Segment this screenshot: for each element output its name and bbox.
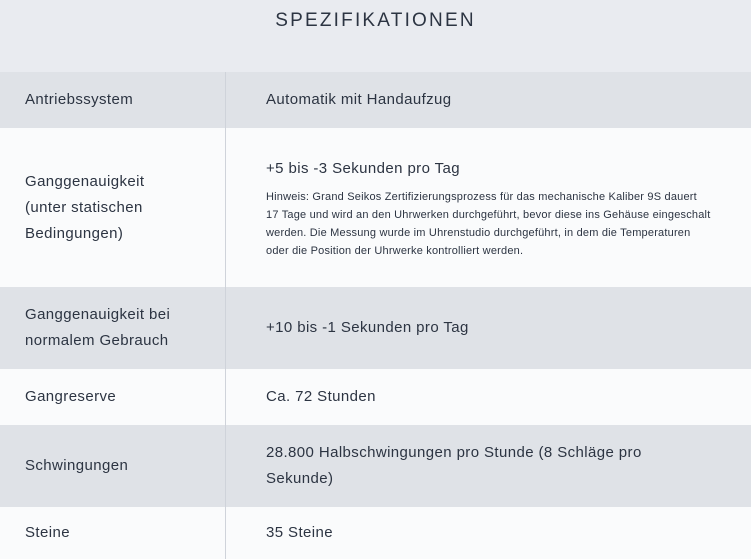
spec-value-cell [226, 369, 751, 425]
spec-value: 35 Steine [266, 524, 333, 541]
spec-label: Ganggenauigkeit bei normalem Gebrauch [25, 306, 171, 349]
spec-value: +5 bis -3 Sekunden pro Tag [266, 159, 461, 177]
spec-label-cell [0, 369, 226, 425]
spec-row-accuracy-static [0, 128, 751, 287]
spec-label-cell [0, 72, 226, 128]
spec-label-cell [0, 425, 226, 507]
spec-value-cell [226, 287, 751, 369]
spec-value-cell [226, 507, 751, 559]
spec-row-power-reserve [0, 369, 751, 425]
spec-row-drive-system [0, 72, 751, 128]
specifications-title: SPEZIFIKATIONEN [275, 10, 476, 31]
spec-label-cell [0, 128, 226, 287]
spec-value: 28.800 Halbschwingungen pro Stunde (8 Schläge pro Sekunde) [266, 444, 642, 487]
spec-value: +10 bis -1 Sekunden pro Tag [266, 319, 469, 336]
spec-row-jewels [0, 507, 751, 559]
specifications-header [0, 0, 751, 72]
spec-label: Gangreserve [25, 388, 117, 405]
spec-label: Antriebssystem [25, 91, 134, 108]
spec-note: Hinweis: Grand Seikos Zertifizierungsprozess für das mechanische Kaliber 9S dauert 17 Tage und wird an den Uhrwerken durchgeführt, bevor diese ins Gehäuse eingeschalt werden. Die Messung wurde im Uhrenstudio durchgeführt, in dem die Temperaturen oder die Position der Uhrwerke kontrolliert werden. [266, 190, 711, 257]
specifications-table [0, 72, 751, 559]
spec-value: Automatik mit Handaufzug [266, 91, 452, 108]
spec-value: Ca. 72 Stunden [266, 388, 376, 405]
spec-value-cell [226, 72, 751, 128]
spec-label: Schwingungen [25, 457, 129, 474]
spec-value-cell [226, 128, 751, 287]
spec-label: Ganggenauigkeit (unter statischen Bedingungen) [25, 172, 145, 242]
spec-row-vibrations [0, 425, 751, 507]
spec-label-cell [0, 507, 226, 559]
spec-label-cell [0, 287, 226, 369]
spec-value-cell [226, 425, 751, 507]
spec-row-accuracy-normal [0, 287, 751, 369]
spec-label: Steine [25, 524, 70, 541]
